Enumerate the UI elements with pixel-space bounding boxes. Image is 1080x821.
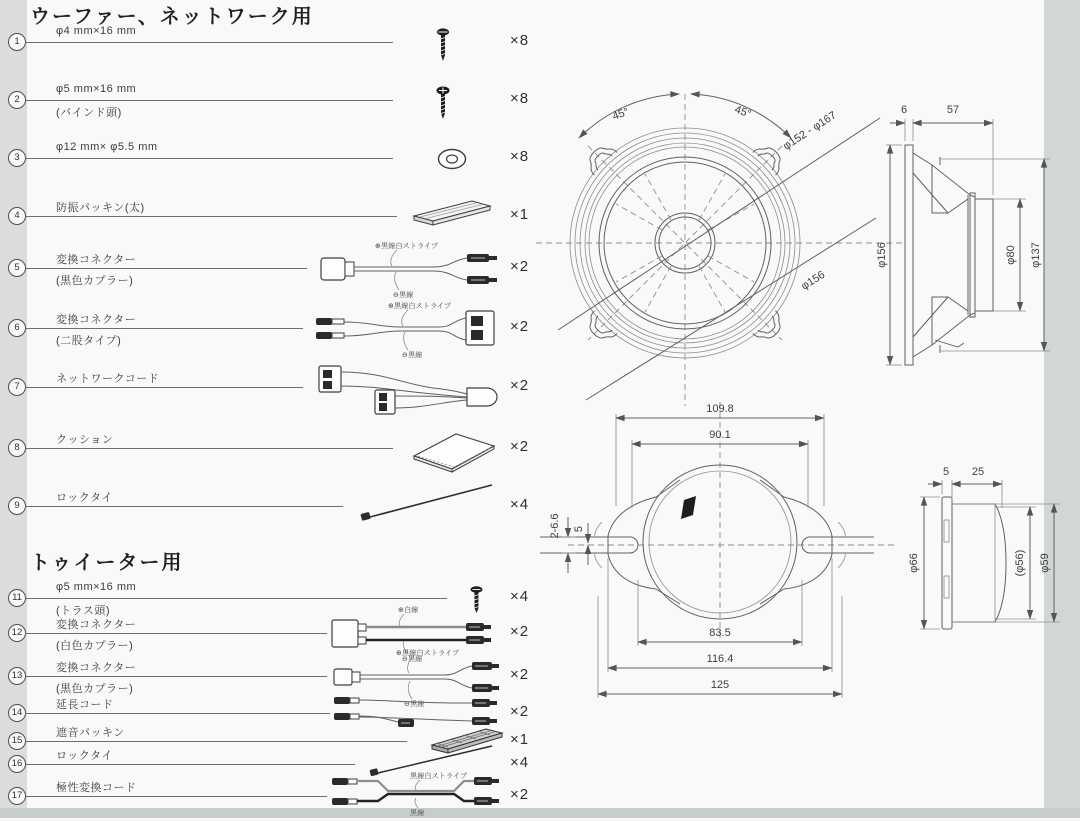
dim-pitch-diameter: φ152 - φ167 (781, 109, 839, 153)
item-number-badge: 16 (8, 755, 26, 773)
leader-line (25, 268, 307, 269)
item-label: φ5 mm×16 mm (56, 581, 137, 593)
item-quantity: ×2 (510, 318, 530, 335)
item-number-badge: 2 (8, 91, 26, 109)
item-quantity: ×8 (510, 32, 530, 49)
bottom-margin (0, 808, 1080, 818)
conversion-connector-icon (313, 238, 505, 305)
item-number-badge: 17 (8, 787, 26, 805)
item-label: φ12 mm× φ5.5 mm (56, 141, 158, 153)
leader-line (25, 764, 355, 765)
packing-strip-icon (410, 196, 496, 235)
dim-slot: 2-6.6 (549, 513, 561, 539)
leader-line (25, 633, 327, 634)
item-number-badge: 1 (8, 33, 26, 51)
dim-offset-5: 5 (573, 525, 585, 533)
wire-annotation: ⊖黒線 (404, 701, 425, 708)
dim-frame-diameter: φ156 (799, 268, 828, 293)
leader-line (25, 796, 327, 797)
dim-basket-diameter: φ137 (1030, 242, 1042, 268)
dim-depth-25: 25 (971, 466, 985, 478)
item-sublabel: (バインド頭) (56, 107, 122, 119)
woofer-front-view-drawing (528, 78, 918, 423)
dim-phi66: φ66 (908, 553, 920, 573)
dim-overall-diameter: φ156 (876, 242, 888, 268)
dim-flange-5: 5 (942, 466, 950, 478)
wire-annotation: ⊕黒線白ストライプ (388, 303, 452, 310)
dim-125: 125 (710, 679, 730, 691)
dim-depth: 57 (946, 104, 960, 116)
dim-109-8: 109.8 (706, 403, 734, 415)
dim-116-4: 116.4 (706, 653, 734, 665)
leader-line (25, 100, 393, 101)
item-number-badge: 14 (8, 704, 26, 722)
screw-icon (436, 28, 450, 67)
wire-annotation: 黒線 (410, 810, 425, 817)
item-number-badge: 5 (8, 259, 26, 277)
leader-line (25, 741, 407, 742)
item-label: 極性変換コード (56, 782, 137, 794)
item-number-badge: 3 (8, 149, 26, 167)
item-quantity: ×2 (510, 258, 530, 275)
item-number-badge: 12 (8, 624, 26, 642)
item-number-badge: 7 (8, 378, 26, 396)
item-quantity: ×8 (510, 148, 530, 165)
item-sublabel: (トラス頭) (56, 605, 110, 617)
tweeter-front-view-drawing (532, 396, 900, 713)
item-quantity: ×4 (510, 496, 530, 513)
item-label: クッション (56, 434, 114, 446)
item-label: 変換コネクター (56, 662, 137, 674)
item-label: 変換コネクター (56, 314, 137, 326)
lock-tie-icon (356, 480, 498, 531)
wire-annotation: 黒線白ストライプ (410, 773, 468, 780)
item-label: 変換コネクター (56, 619, 137, 631)
polarity-cord-icon (326, 770, 506, 821)
dim-angle-right: 45° (732, 103, 753, 121)
dim-90-1: 90.1 (709, 429, 731, 441)
item-quantity: ×4 (510, 588, 530, 605)
tweeter-section-title: トゥイーター用 (30, 552, 184, 574)
item-sublabel: (黒色カプラー) (56, 683, 134, 695)
item-quantity: ×2 (510, 438, 530, 455)
item-quantity: ×2 (510, 377, 530, 394)
item-number-badge: 11 (8, 589, 26, 607)
item-sublabel: (白色カプラー) (56, 640, 134, 652)
dim-83-5: 83.5 (709, 627, 731, 639)
item-number-badge: 6 (8, 319, 26, 337)
dim-magnet-diameter: φ80 (1005, 245, 1017, 265)
leader-line (25, 42, 393, 43)
dim-phi56: (φ56) (1014, 549, 1026, 577)
tweeter-side-view-drawing (902, 428, 1064, 695)
wire-annotation: ⊖黒線 (393, 292, 414, 299)
item-number-badge: 15 (8, 732, 26, 750)
item-sublabel: (二股タイプ) (56, 335, 122, 347)
leader-line (25, 506, 343, 507)
item-quantity: ×1 (510, 206, 530, 223)
cushion-icon (406, 428, 500, 483)
item-label: ネットワークコード (56, 373, 160, 385)
item-label: 変換コネクター (56, 254, 137, 266)
item-label: 防振パッキン(太) (56, 202, 145, 214)
wire-annotation: ⊕黒線白ストライプ (396, 650, 460, 657)
item-label: φ4 mm×16 mm (56, 25, 137, 37)
woofer-side-view-drawing (876, 95, 1060, 405)
leader-line (25, 387, 303, 388)
item-quantity: ×2 (510, 623, 530, 640)
dim-angle-left: 45° (610, 105, 631, 123)
item-quantity: ×8 (510, 90, 530, 107)
wire-annotation: ⊕白線 (398, 607, 419, 614)
dim-flange-thickness: 6 (900, 104, 908, 116)
dim-phi59: φ59 (1039, 553, 1051, 573)
item-number-badge: 9 (8, 497, 26, 515)
item-number-badge: 13 (8, 667, 26, 685)
item-label: 遮音パッキン (56, 727, 125, 739)
leader-line (25, 328, 303, 329)
leader-line (25, 676, 327, 677)
washer-icon (436, 147, 468, 176)
item-quantity: ×2 (510, 666, 530, 683)
item-number-badge: 8 (8, 439, 26, 457)
item-sublabel: (黒色カプラー) (56, 275, 134, 287)
item-label: φ5 mm×16 mm (56, 83, 137, 95)
leader-line (25, 158, 393, 159)
leader-line (25, 713, 330, 714)
woofer-section-title: ウーファー、ネットワーク用 (30, 6, 314, 28)
item-label: ロックタイ (56, 492, 113, 504)
item-label: 延長コード (56, 699, 114, 711)
wire-annotation: ⊖黒線 (402, 352, 423, 359)
wire-annotation: ⊕黒線白ストライプ (375, 243, 439, 250)
left-margin (0, 0, 27, 818)
network-cord-icon (313, 362, 501, 425)
item-quantity: ×4 (510, 754, 530, 771)
item-quantity: ×1 (510, 731, 530, 748)
item-quantity: ×2 (510, 786, 530, 803)
leader-line (25, 598, 447, 599)
item-number-badge: 4 (8, 207, 26, 225)
screw-icon (436, 86, 450, 125)
conversion-connector-icon (310, 298, 505, 365)
item-label: ロックタイ (56, 750, 113, 762)
leader-line (25, 216, 397, 217)
leader-line (25, 448, 393, 449)
wire-annotation: ⊖黒線 (402, 656, 423, 663)
item-quantity: ×2 (510, 703, 530, 720)
